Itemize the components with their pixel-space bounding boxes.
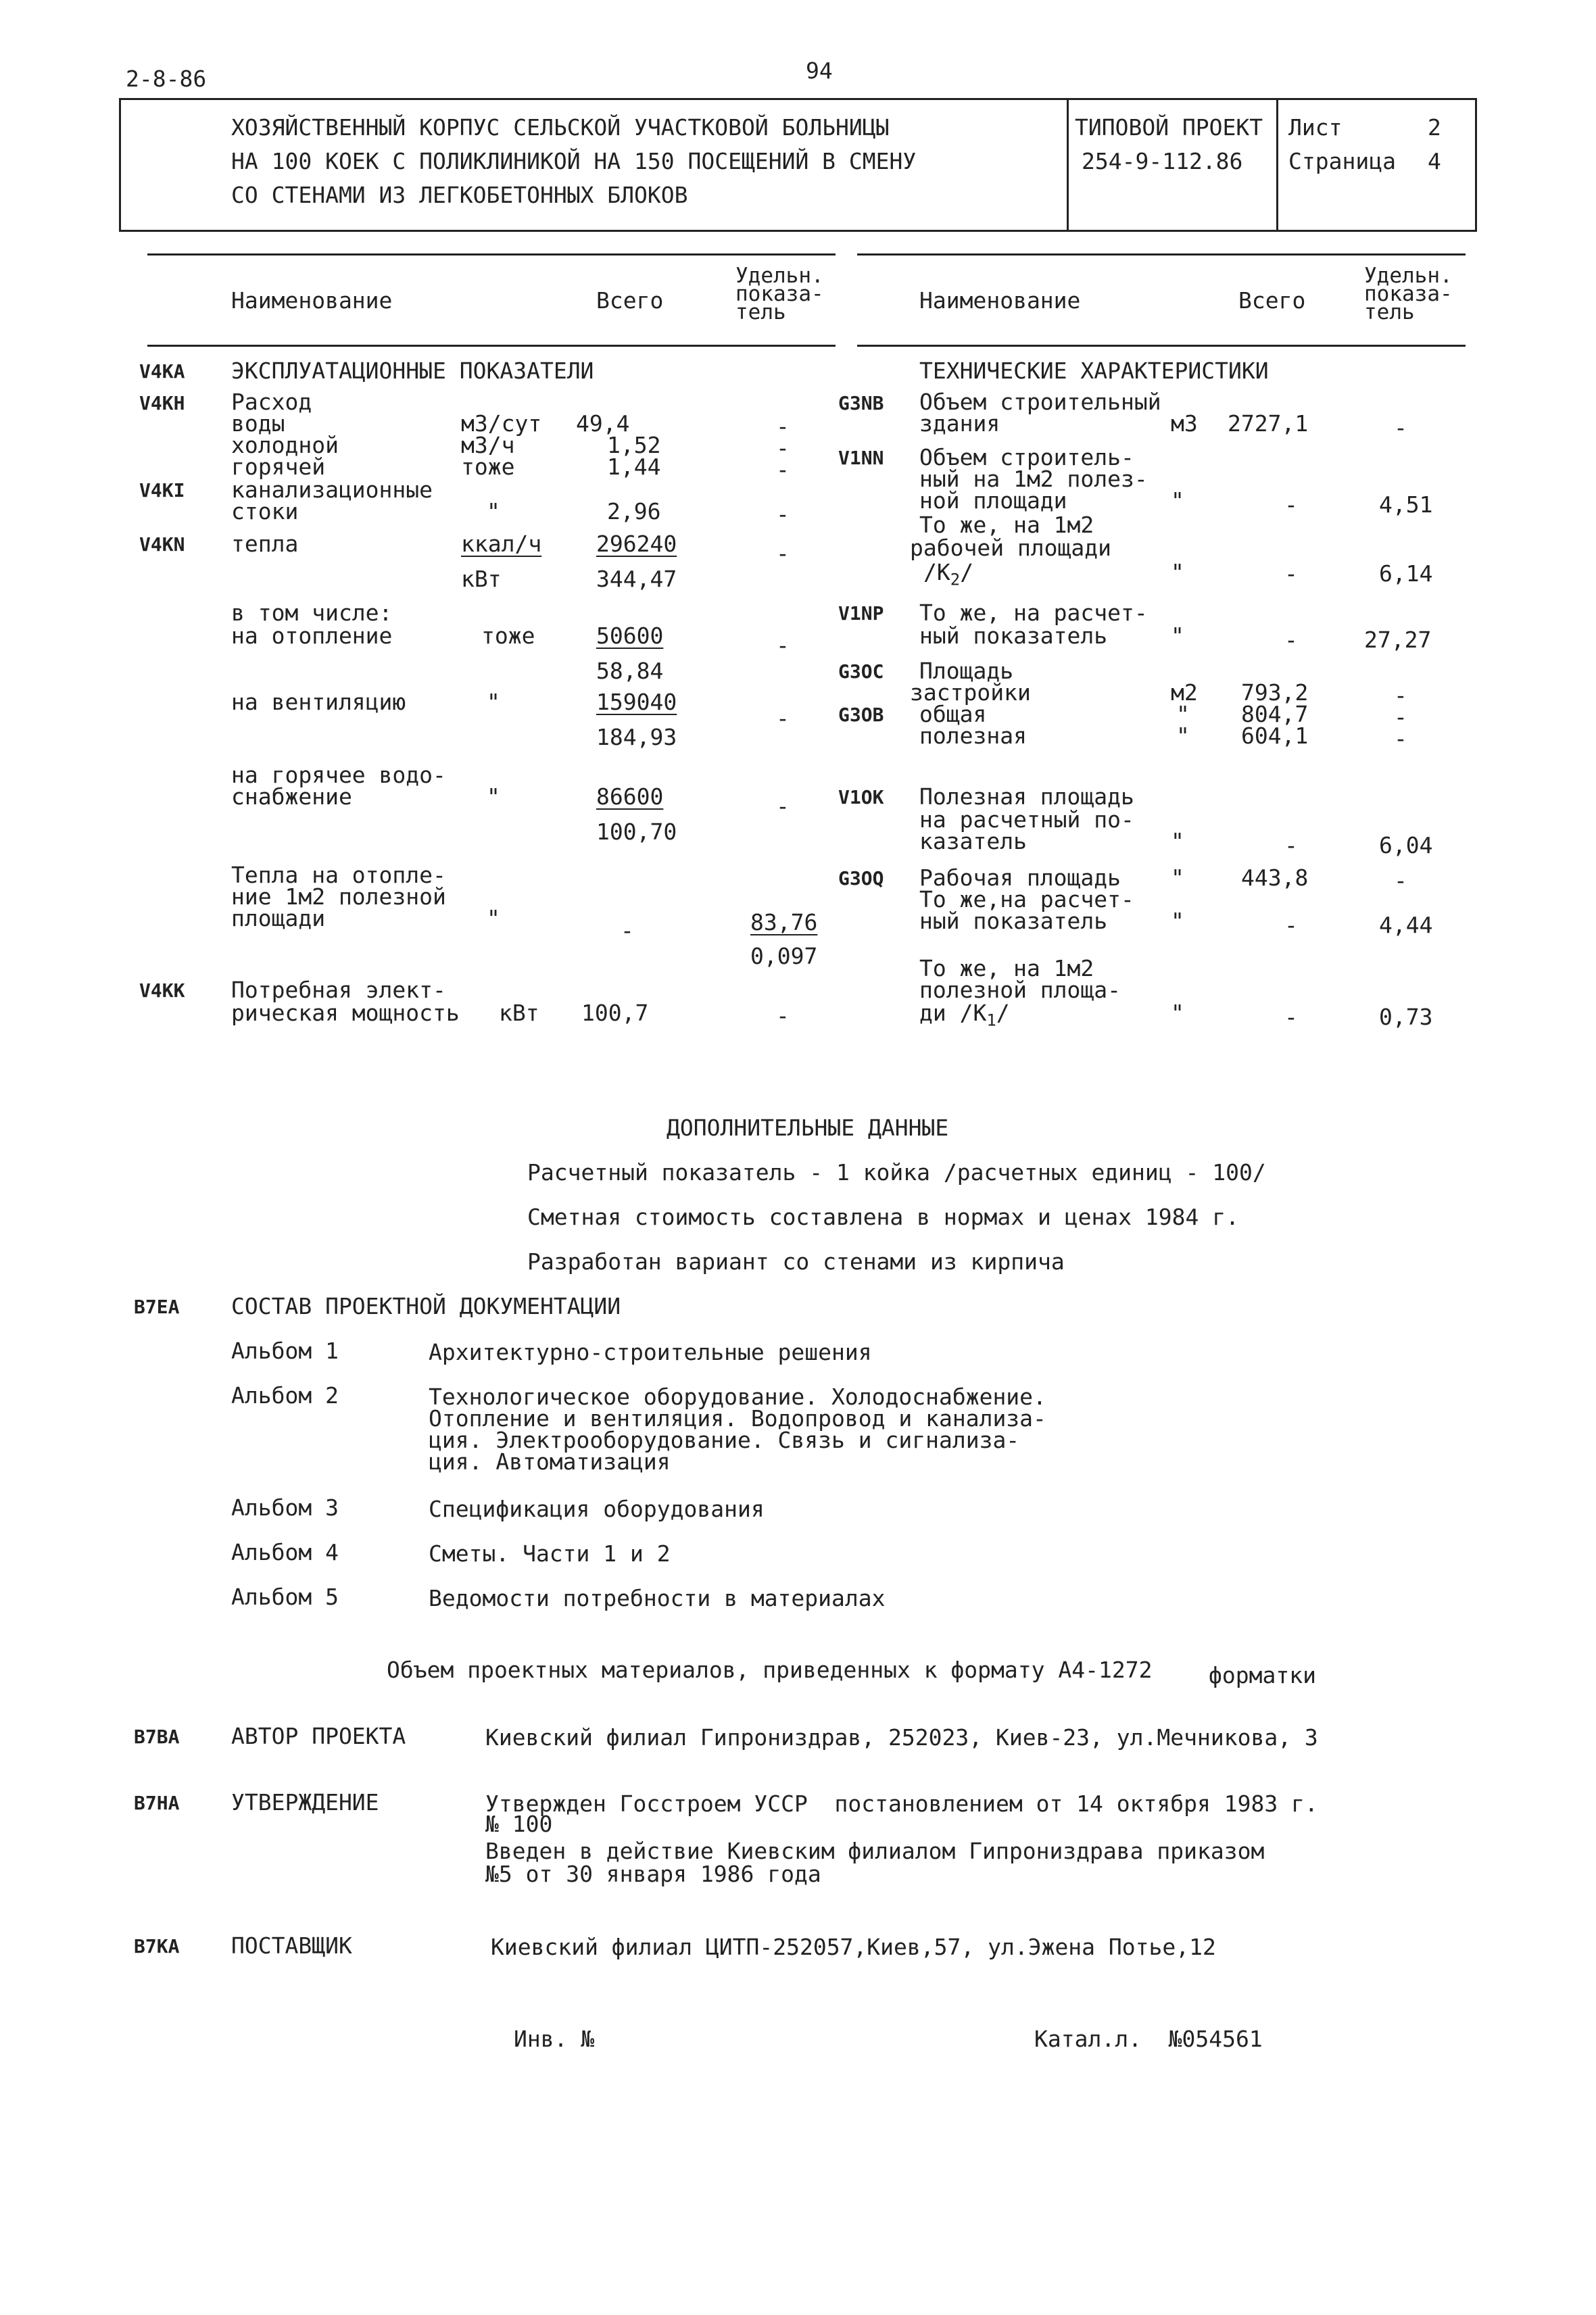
album-name: Альбом 4 [231,1539,339,1565]
water-label: горячей [231,454,326,480]
value: - [1284,627,1298,653]
unit: " [1176,723,1190,749]
album-desc: Спецификация оборудования [429,1496,765,1522]
unit: м3/сут [461,410,542,437]
char-label: застройки [910,679,1031,706]
approval-text: №5 от 30 января 1986 года [485,1861,821,1887]
unit: " [1171,559,1184,585]
char-label: $/К_2/$ [923,559,974,589]
dash: - [1394,682,1407,708]
char-label: Площадь [919,658,1014,684]
dash: - [776,793,790,819]
row-code: V4KH [139,392,185,414]
dash: - [1394,704,1407,730]
section-title-left: ЭКСПЛУАТАЦИОННЫЕ ПОКАЗАТЕЛИ [231,358,594,384]
row-code: G3NB [838,392,884,414]
value: 4,44 [1379,912,1433,938]
water-label: стоки [231,498,299,525]
author-text: Киевский филиал Гипрониздрав, 252023, Киев-23, ул.Мечникова, 3 [485,1724,1318,1751]
row-code: V1OK [838,786,884,808]
catalog-number: Катал.л. №054561 [1034,2026,1263,2052]
album-desc: Технологическое оборудование. Холодоснабжение. [429,1384,1046,1410]
col-total-left: Всего [596,287,664,314]
row-code: V4KI [139,479,185,502]
dash: - [776,456,790,483]
char-label: То же, на 1м2 [919,955,1094,981]
char-label: общая [919,701,987,727]
value: 58,84 [596,658,664,684]
water-label: канализационные [231,477,433,503]
header-divider [1067,98,1069,232]
unit: " [1171,623,1184,649]
volume-unit: форматки [1209,1662,1316,1688]
header-divider [1276,98,1278,232]
heat-label: ние 1м2 полезной [231,883,446,910]
project-number: 254-9-112.86 [1082,148,1243,174]
unit: " [1171,908,1184,934]
heat-label: площади [231,905,326,931]
char-label: ной площади [919,487,1067,514]
dash: - [776,540,790,566]
value: 100,70 [596,819,677,845]
water-label: холодной [231,432,339,458]
heat-label: снабжение [231,783,352,810]
heat-label: на отопление [231,623,393,649]
header-title-line: НА 100 КОЕК С ПОЛИКЛИНИКОЙ НА 150 ПОСЕЩЕНИЙ В СМЕНУ [231,148,917,174]
album-desc: Сметы. Части 1 и 2 [429,1540,671,1567]
unit: кВт [461,566,502,592]
album-desc: Отопление и вентиляция. Водопровод и канализа- [429,1405,1046,1432]
char-label: ный показатель [919,623,1108,649]
char-label: ный на 1м2 полез- [919,466,1148,492]
dash: - [776,501,790,527]
value: - [1284,832,1298,858]
unit: " [1171,864,1184,891]
value: - [621,917,634,944]
row-code: B7KA [134,1935,180,1957]
water-label: воды [231,410,285,437]
row-code: B7BA [134,1726,180,1748]
char-label: полезная [919,723,1027,749]
supplier-text: Киевский филиал ЦИТП-252057,Киев,57, ул.Эжена Потье,12 [491,1934,1216,1960]
value: - [1284,912,1298,938]
section-title-right: ТЕХНИЧЕСКИЕ ХАРАКТЕРИСТИКИ [919,358,1269,384]
unit: " [1171,828,1184,854]
water-label: Расход [231,389,312,415]
approval-text: Введен в действие Киевским филиалом Гипрониздрава приказом [485,1838,1265,1864]
inventory-number: Инв. № [514,2026,595,2052]
value: - [1284,1004,1298,1030]
power-label: рическая мощность [231,1000,460,1026]
row-code: V1NN [838,447,884,469]
document-code: 2-8-86 [126,66,207,92]
value: 27,27 [1364,627,1432,653]
row-code: V4KA [139,360,185,383]
value: - [1284,491,1298,518]
additional-line: Сметная стоимость составлена в нормах и ценах 1984 г. [527,1204,1239,1230]
header-title-line: СО СТЕНАМИ ИЗ ЛЕГКОБЕТОННЫХ БЛОКОВ [231,182,688,208]
value: 184,93 [596,724,677,750]
unit: тоже [481,623,535,649]
author-label: АВТОР ПРОЕКТА [231,1723,406,1749]
album-desc: ция. Автоматизация [429,1448,671,1475]
value: 6,04 [1379,832,1433,858]
char-label: ди $/К_1/$ [919,1000,1010,1030]
unit: " [487,783,500,810]
char-label: здания [919,410,1000,437]
value: 49,4 [576,410,630,437]
unit: " [1176,701,1190,727]
col-name-right: Наименование [919,287,1081,314]
value: 50600 [596,623,664,649]
album-name: Альбом 5 [231,1584,339,1610]
approval-text: Утвержден Госстроем УССР постановлением от 14 октября 1983 г. [485,1790,1318,1817]
row-code: B7HA [134,1792,180,1814]
unit: " [487,498,500,525]
value: 793,2 [1241,679,1309,706]
dash: - [1394,725,1407,752]
approval-label: УТВЕРЖДЕНИЕ [231,1789,379,1816]
table-rule [147,253,836,255]
unit: ккал/ч [461,531,542,557]
row-code: V4KK [139,979,185,1002]
page-label: Страница [1288,148,1396,174]
sheet-label: Лист [1288,114,1343,141]
row-code: V4KN [139,533,185,556]
album-name: Альбом 2 [231,1382,339,1409]
value: 1,52 [607,432,661,458]
value: 0,73 [1379,1004,1433,1030]
col-specific-left: Удельн. [735,264,824,288]
value: 344,47 [596,566,677,592]
value: 86600 [596,783,664,810]
additional-line: Разработан вариант со стенами из кирпича [527,1248,1065,1275]
value: 804,7 [1241,701,1309,727]
dash: - [776,413,790,439]
value: 4,51 [1379,491,1433,518]
composition-title: СОСТАВ ПРОЕКТНОЙ ДОКУМЕНТАЦИИ [231,1293,621,1319]
album-desc: ция. Электрооборудование. Связь и сигнализа- [429,1427,1020,1453]
char-label: полезной площа- [919,977,1121,1003]
row-code: V1NP [838,602,884,625]
dash: - [1394,867,1407,894]
heat-label: на горячее водо- [231,762,446,788]
row-code: G3OQ [838,867,884,890]
power-label: Потребная элект- [231,977,446,1003]
char-label: казатель [919,828,1027,854]
row-code: G3OB [838,704,884,726]
row-code: G3OC [838,660,884,683]
char-label: Полезная площадь [919,783,1134,810]
char-label: Рабочая площадь [919,864,1121,891]
table-rule [857,345,1466,347]
col-total-right: Всего [1238,287,1306,314]
unit: " [487,905,500,931]
col-specific-left: показа- [735,282,824,306]
row-code: B7EA [134,1296,180,1318]
unit: тоже [461,454,515,480]
page-value: 4 [1428,148,1441,174]
col-specific-right: Удельн. [1364,264,1453,288]
value: 604,1 [1241,723,1309,749]
col-specific-right: показа- [1364,282,1453,306]
unit: кВт [499,1000,539,1026]
additional-title: ДОПОЛНИТЕЛЬНЫЕ ДАННЫЕ [667,1115,949,1141]
approval-text: № 100 [485,1811,553,1837]
heat-label: Тепла на отопле- [231,862,446,888]
value: 83,76 [750,909,818,935]
unit: м3/ч [461,432,515,458]
value: 443,8 [1241,864,1309,891]
page-number: 94 [806,57,833,84]
album-desc: Ведомости потребности в материалах [429,1585,886,1611]
unit: м3 [1171,410,1198,437]
unit: " [1171,1000,1184,1026]
char-label: То же, на 1м2 [919,512,1094,538]
char-label: ный показатель [919,908,1108,934]
col-specific-right: тель [1364,300,1415,324]
album-desc: Архитектурно-строительные решения [429,1339,872,1365]
char-label: Объем строитель- [919,444,1134,470]
volume-text: Объем проектных материалов, приведенных к формату А4-1272 [387,1657,1153,1683]
table-rule [857,253,1466,255]
heat-label: в том числе: [231,600,393,626]
additional-line: Расчетный показатель - 1 койка /расчетных единиц - 100/ [527,1159,1266,1186]
value: 0,097 [750,943,818,969]
dash: - [776,705,790,731]
col-name-left: Наименование [231,287,393,314]
value: 6,14 [1379,560,1433,587]
char-label: То же, на расчет- [919,600,1148,626]
char-label: на расчетный по- [919,806,1134,833]
char-label: рабочей площади [910,535,1112,561]
header-title-line: ХОЗЯЙСТВЕННЫЙ КОРПУС СЕЛЬСКОЙ УЧАСТКОВОЙ БОЛЬНИЦЫ [231,114,890,141]
album-name: Альбом 3 [231,1494,339,1521]
dash: - [776,632,790,658]
table-rule [147,345,836,347]
unit: м2 [1171,679,1198,706]
col-specific-left: тель [735,300,786,324]
dash: - [776,435,790,461]
value: 1,44 [607,454,661,480]
dash: - [776,1002,790,1029]
unit: " [487,689,500,715]
sheet-value: 2 [1428,114,1441,141]
value: 2,96 [607,498,661,525]
heat-label: на вентиляцию [231,689,406,715]
heat-label: тепла [231,531,299,557]
supplier-label: ПОСТАВЩИК [231,1932,352,1959]
dash: - [1394,414,1407,441]
project-label: ТИПОВОЙ ПРОЕКТ [1075,114,1263,141]
value: 296240 [596,531,677,557]
value: - [1284,560,1298,587]
char-label: То же,на расчет- [919,886,1134,912]
value: 2727,1 [1228,410,1309,437]
album-name: Альбом 1 [231,1338,339,1364]
value: 159040 [596,689,677,715]
char-label: Объем строительный [919,389,1161,415]
value: 100,7 [581,1000,649,1026]
unit: " [1171,487,1184,514]
